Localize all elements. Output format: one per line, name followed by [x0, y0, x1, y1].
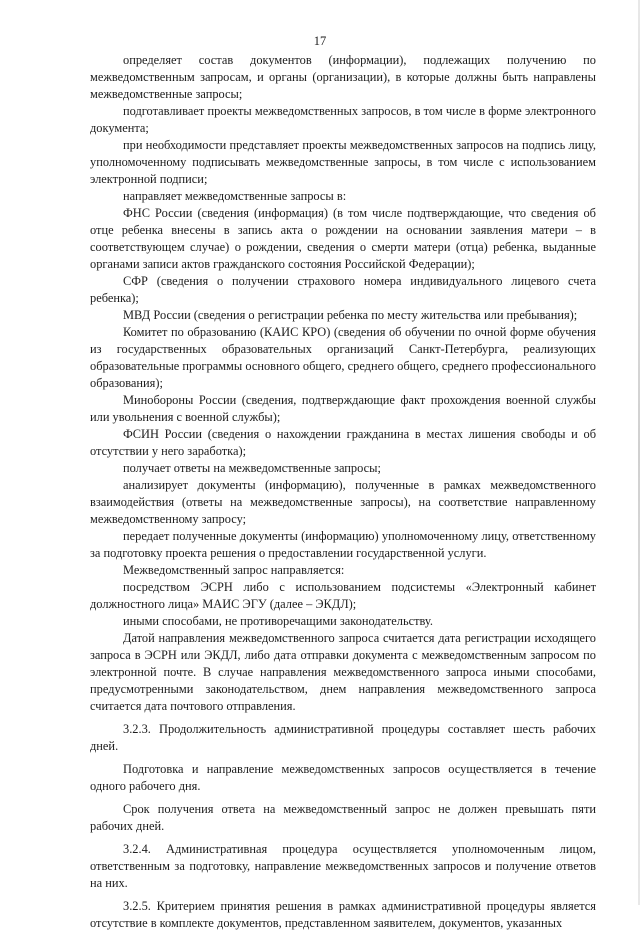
paragraph: Подготовка и направление межведомственных запросов осуществляется в течение одного рабочего дня. — [90, 762, 596, 793]
paragraph: ФСИН России (сведения о нахождении гражданина в местах лишения свободы и об отсутствии у него заработка); — [90, 427, 596, 458]
document-body — [90, 52, 596, 932]
paragraph: МВД России (сведения о регистрации ребенка по месту жительства или пребывания); — [123, 308, 578, 322]
paragraph: определяет состав документов (информации), подлежащих получению по межведомственным запросам, и органы (организации), в которые должны быть направлены межведомственные запросы; — [90, 53, 596, 101]
paragraph: 3.2.5. Критерием принятия решения в рамках административной процедуры является отсутствие в комплекте документов, представленном заявителем, документов, указанных — [90, 899, 596, 930]
paragraph: ФНС России (сведения (информация) (в том числе подтверждающие, что сведения об отце ребенка внесены в запись акта о рождении на основании заявления матери – в соответствующем случае) о рождении, сведения о смерти матери (отца) ребенка, выданные органами записи актов гражданского состояния Российской Федерации); — [90, 206, 596, 271]
paragraph: направляет межведомственные запросы в: — [123, 189, 347, 203]
paragraph: Срок получения ответа на межведомственный запрос не должен превышать пяти рабочих дней. — [90, 802, 596, 833]
page-number: 17 — [313, 34, 327, 48]
paragraph: 3.2.3. Продолжительность административной процедуры составляет шесть рабочих дней. — [90, 722, 596, 753]
paragraph: 3.2.4. Административная процедура осуществляется уполномоченным лицом, ответственным за подготовку, направление межведомственных запросов и получение ответов на них. — [90, 842, 596, 890]
paragraph: Минобороны России (сведения, подтверждающие факт прохождения военной службы или увольнения с военной службы); — [90, 393, 596, 424]
paragraph: анализирует документы (информацию), полученные в рамках межведомственного взаимодействия (ответы на межведомственные запросы), на соответствие направленному межведомственному запросу; — [90, 478, 596, 526]
paragraph: передает полученные документы (информацию) уполномоченному лицу, ответственному за подготовку проекта решения о предоставлении государственной услуги. — [90, 529, 596, 560]
paragraph: подготавливает проекты межведомственных запросов, в том числе в форме электронного документа; — [90, 104, 596, 135]
paragraph: иными способами, не противоречащими законодательству. — [123, 614, 433, 628]
paragraph: СФР (сведения о получении страхового номера индивидуального лицевого счета ребенка); — [90, 274, 596, 305]
paragraph: посредством ЭСРН либо с использованием подсистемы «Электронный кабинет должностного лица» МАИС ЭГУ (далее – ЭКДЛ); — [90, 580, 596, 611]
paragraph: Межведомственный запрос направляется: — [123, 563, 345, 577]
paragraph: Датой направления межведомственного запроса считается дата регистрации исходящего запроса в ЭСРН или ЭКДЛ, либо дата отправки документа с межведомственным запросом по электронной почте. В случае направления межведомственного запроса иными способами, предусмотренными законодательством, днем направления межведомственного запроса считается дата почтового отправления. — [90, 631, 596, 713]
paragraph: получает ответы на межведомственные запросы; — [123, 461, 381, 475]
paragraph: Комитет по образованию (КАИС КРО) (сведения об обучении по очной форме обучения из государственных образовательных организаций Санкт-Петербурга, реализующих образовательные программы основного общего, среднего общего, среднего профессионального образования); — [90, 325, 596, 390]
paragraph: при необходимости представляет проекты межведомственных запросов на подпись лицу, уполномоченному подписывать межведомственные запросы, в том числе с использованием электронной подписи; — [90, 138, 596, 186]
